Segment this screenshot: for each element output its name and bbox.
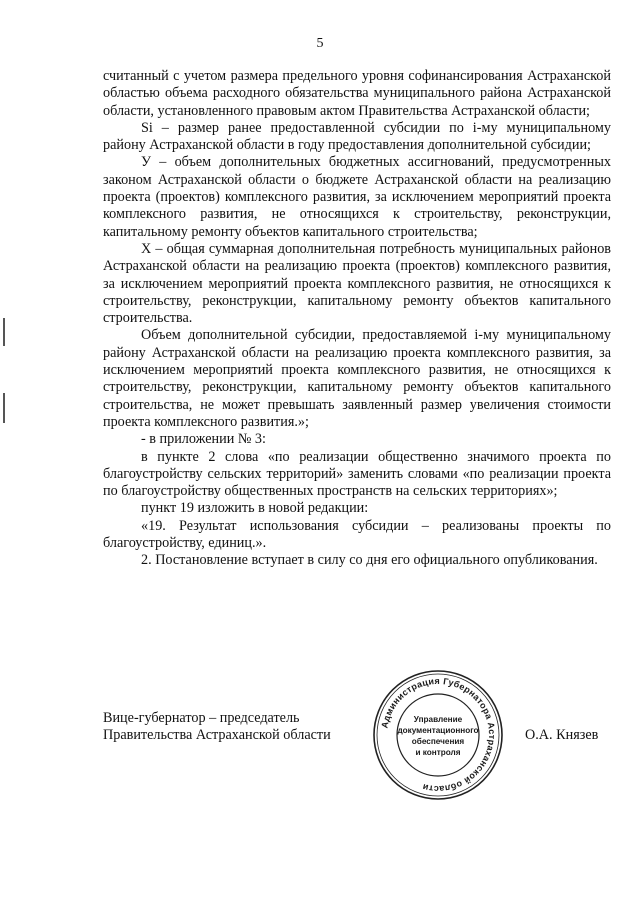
stamp-ring-text: Администрация Губернатора Астраханской области [379,675,498,795]
signature-title-line2: Правительства Астраханской области [103,727,331,744]
signature-title [103,710,331,745]
stamp-center-line: и контроля [415,748,461,757]
paragraph: 2. Постановление вступает в силу со дня его официального опубликования. [141,552,598,569]
paragraph: пункт 19 изложить в новой редакции: [141,500,369,517]
paragraph: Х – общая суммарная дополнительная потребность муниципальных районов Астраханской области на реализацию проекта (проектов) комплексного развития, за исключением мероприятий проекта комплексного развития, не относящихся к строительству, реконструкции, капитальному ремонту объектов капитального строительства. [103,240,611,327]
signature-title-line1: Вице-губернатор – председатель [103,710,300,726]
scan-margin-mark [3,393,5,423]
paragraph: «19. Результат использования субсидии – реализованы проекты по благоустройству, единиц.». [103,517,611,552]
paragraph: - в приложении № 3: [141,431,266,448]
document-body [103,68,611,570]
paragraph: считанный с учетом размера предельного уровня софинансирования Астраханской областью объема расходного обязательства муниципального района Астраханской области, установленного правовым актом Правительства Астраханской области; [103,68,611,119]
paragraph: Si – размер ранее предоставленной субсидии по i-му муниципальному району Астраханской области в году предоставления дополнительной субсидии; [103,119,611,154]
signer-name: О.А. Князев [525,727,599,743]
page-number: 5 [316,36,324,51]
official-stamp [370,667,506,803]
scan-margin-mark [3,318,5,346]
paragraph: У – объем дополнительных бюджетных ассигнований, предусмотренных законом Астраханской области о бюджете Астраханской области на реализацию проекта (проектов) комплексного развития, за исключением мероприятий проекта комплексного развития, не относящихся к строительству, реконструкции, капитальному ремонту объектов капитального строительства; [103,154,611,240]
stamp-center-line: обеспечения [411,737,465,746]
paragraph: Объем дополнительной субсидии, предоставляемой i-му муниципальному району Астраханской области на реализацию проекта комплексного развития, за исключением мероприятий проекта комплексного развития, не относящихся к строительству, реконструкции, капитальному ремонту объектов капитального строительства, не может превышать заявленный размер увеличения стоимости проекта комплексного развития.»; [103,327,611,430]
paragraph: в пункте 2 слова «по реализации общественно значимого проекта по благоустройству сельских территорий» заменить словами «по реализации проекта по благоустройству общественных пространств на сельских территориях»; [103,448,611,500]
stamp-center-line: документационного [397,726,479,735]
stamp-center-line: Управление [413,715,463,724]
